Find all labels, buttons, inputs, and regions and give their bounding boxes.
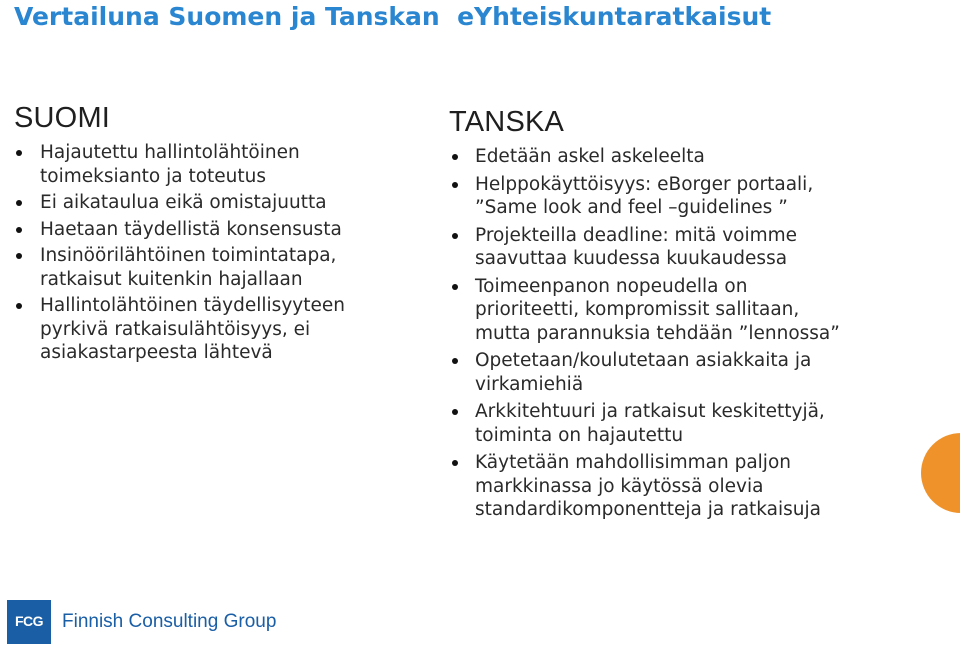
orange-circle-decoration xyxy=(921,433,960,513)
list-item-text: Haetaan täydellistä konsensusta xyxy=(40,218,342,240)
bullet-icon xyxy=(452,154,458,160)
tanska-column xyxy=(449,106,899,526)
bullet-icon xyxy=(16,150,22,156)
list-item xyxy=(14,191,374,215)
bullet-icon xyxy=(452,409,458,415)
list-item xyxy=(449,400,899,447)
fcg-logo-text: FCG xyxy=(14,613,44,629)
list-item xyxy=(449,145,899,169)
list-item-text: Helppokäyttöisyys: eBorger portaali, ”Same look and feel –guidelines ” xyxy=(475,173,814,218)
list-item-text: Projekteilla deadline: mitä voimme saavuttaa kuudessa kuukaudessa xyxy=(475,224,798,269)
list-item xyxy=(449,349,899,396)
tanska-bullet-list xyxy=(449,145,899,522)
bullet-icon xyxy=(452,182,458,188)
list-item xyxy=(449,451,899,522)
suomi-heading: SUOMI xyxy=(14,102,111,134)
bullet-icon xyxy=(452,358,458,364)
slide-title: Vertailuna Suomen ja Tanskan eYhteiskuntaratkaisut xyxy=(14,2,772,31)
list-item xyxy=(449,224,899,271)
company-name: Finnish Consulting Group xyxy=(62,611,277,632)
list-item-text: Toimeenpanon nopeudella on prioriteetti, kompromissit sallitaan, mutta parannuksia tehdään ”lennossa” xyxy=(475,275,840,344)
bullet-icon xyxy=(16,253,22,259)
fcg-logo xyxy=(7,600,51,644)
bullet-icon xyxy=(452,233,458,239)
list-item-text: Ei aikataulua eikä omistajuutta xyxy=(40,192,327,213)
list-item xyxy=(449,275,899,346)
list-item xyxy=(14,294,374,365)
bullet-icon xyxy=(16,303,22,309)
list-item-text: Käytetään mahdollisimman paljon markkinassa jo käytössä olevia standardikomponentteja ja ratkaisuja xyxy=(475,452,821,520)
bullet-icon xyxy=(452,460,458,466)
bullet-icon xyxy=(16,227,22,233)
list-item-text: Hajautettu hallintolähtöinen toimeksianto ja toteutus xyxy=(40,142,300,187)
suomi-bullet-list xyxy=(14,141,374,365)
list-item-text: Insinöörilähtöinen toimintatapa, ratkaisut kuitenkin hajallaan xyxy=(40,245,337,290)
list-item xyxy=(14,141,374,188)
suomi-column xyxy=(14,102,374,368)
list-item-text: Hallintolähtöinen täydellisyyteen pyrkivä ratkaisulähtöisyys, ei asiakastarpeesta lähtevä xyxy=(40,295,345,363)
tanska-heading: TANSKA xyxy=(449,106,565,138)
list-item xyxy=(449,173,899,220)
list-item-text: Arkkitehtuuri ja ratkaisut keskitettyjä, toiminta on hajautettu xyxy=(475,401,825,446)
bullet-icon xyxy=(452,284,458,290)
list-item xyxy=(14,218,374,242)
bullet-icon xyxy=(16,200,22,206)
list-item xyxy=(14,244,374,291)
list-item-text: Opetetaan/koulutetaan asiakkaita ja virkamiehiä xyxy=(475,350,812,395)
list-item-text: Edetään askel askeleelta xyxy=(475,146,705,167)
